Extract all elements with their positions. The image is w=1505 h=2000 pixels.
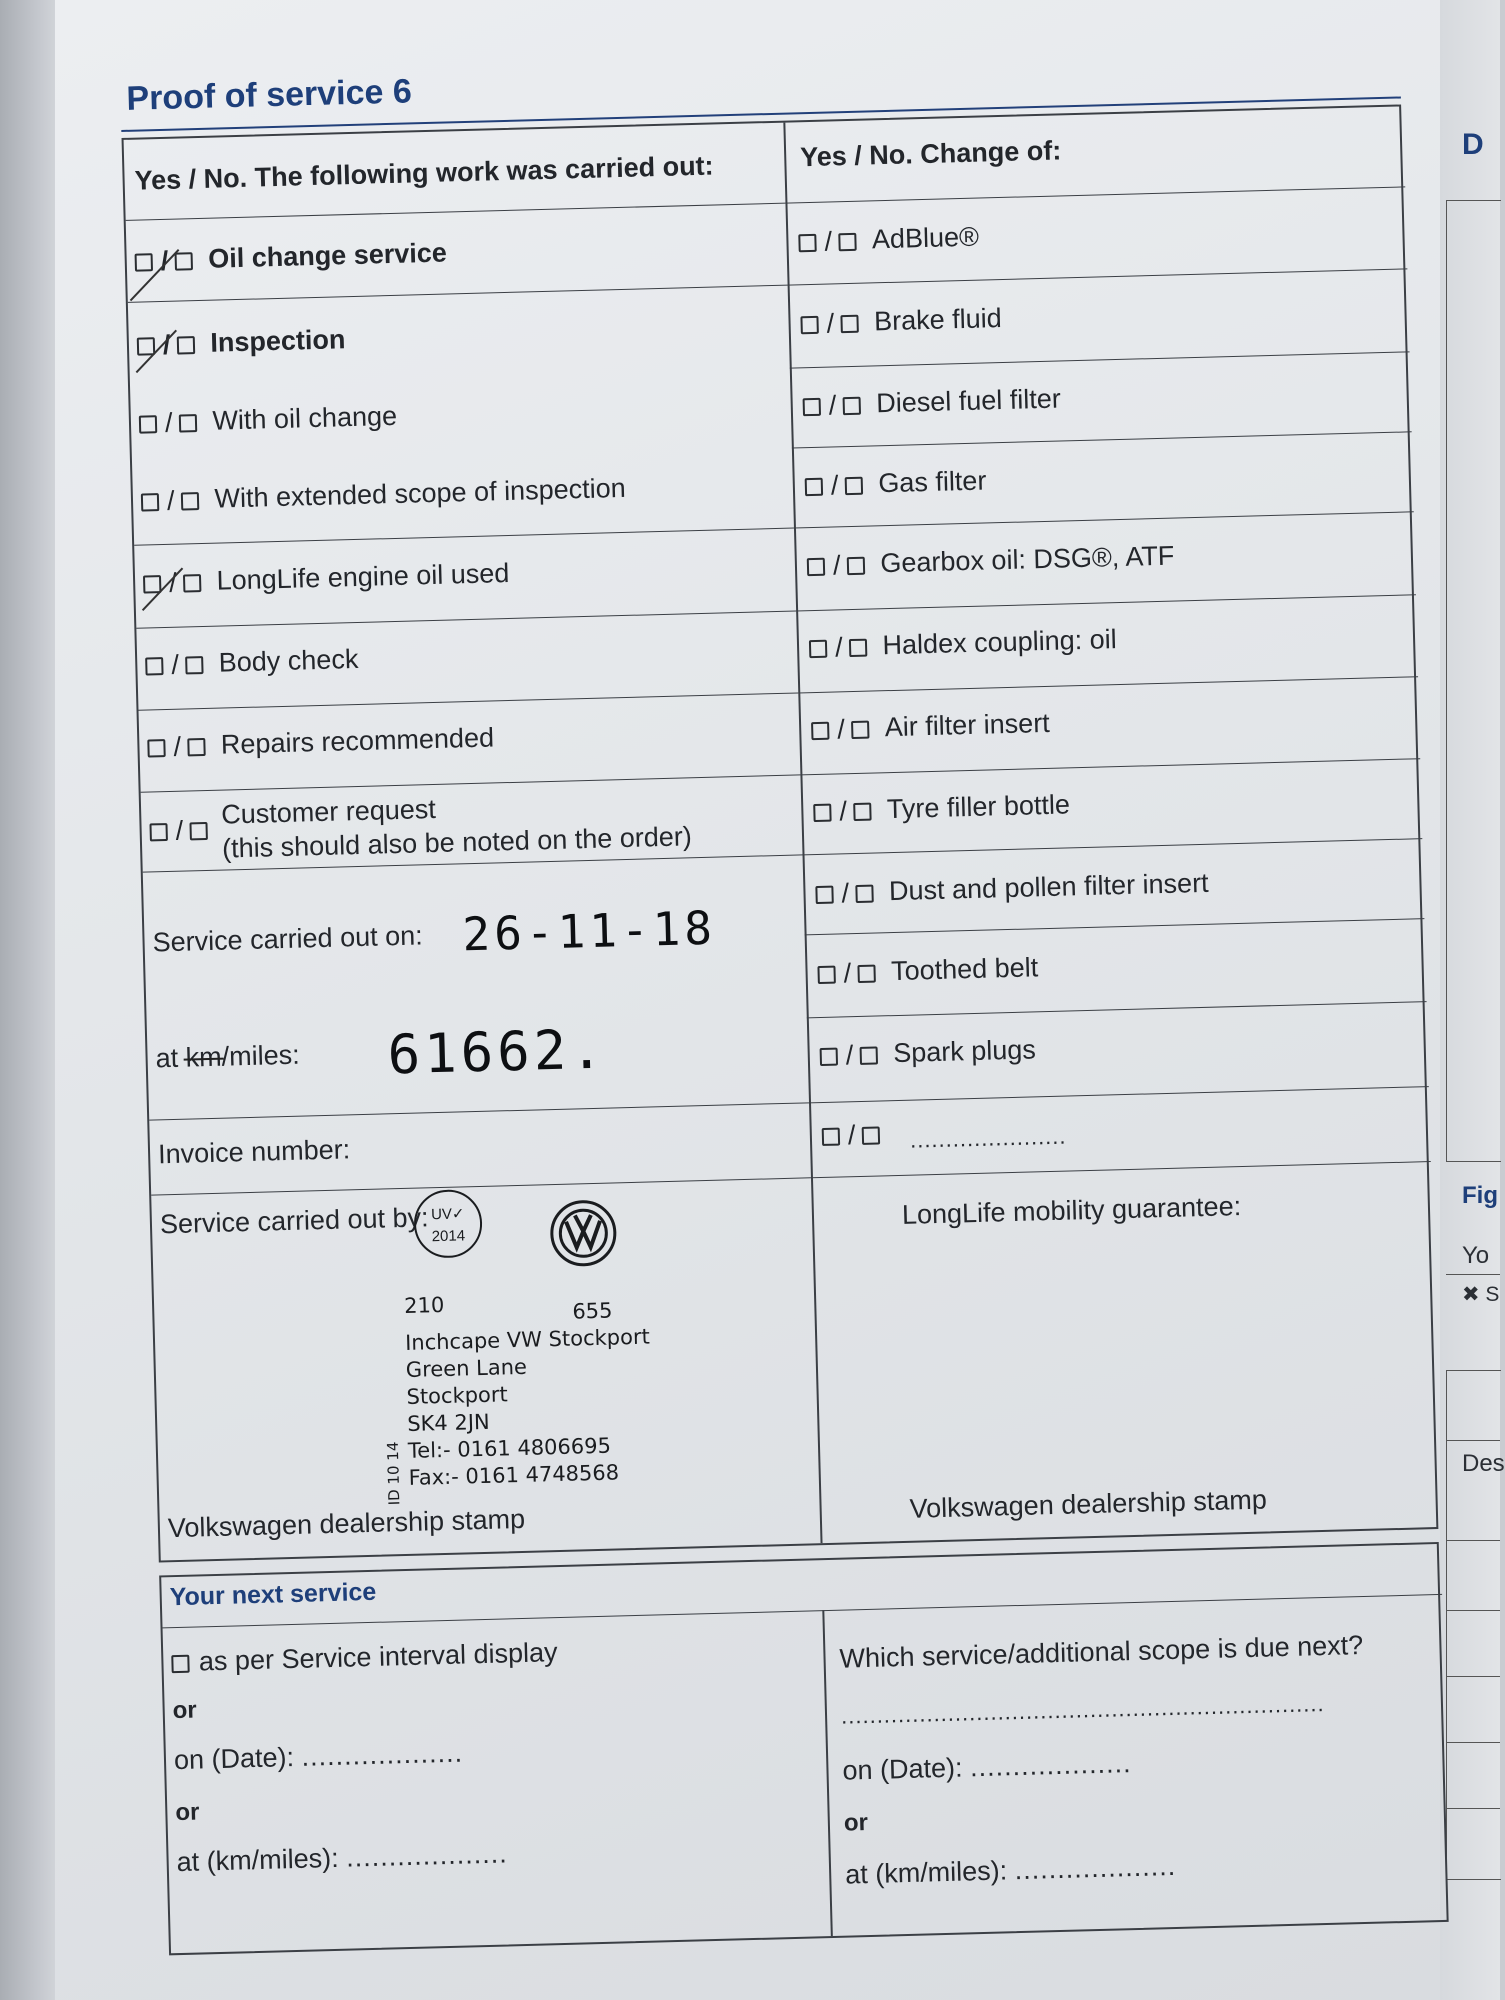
adjacent-page-note: ✖ S — [1462, 1283, 1500, 1306]
left-item-customer-request: / — [149, 814, 209, 848]
mileage-value[interactable]: 61662. — [386, 1017, 608, 1087]
service-date-value[interactable]: 26-11-18 — [461, 900, 717, 962]
interval-display-checkbox[interactable] — [171, 1655, 189, 1673]
item-label: Tyre filler bottle — [886, 789, 1071, 825]
no-checkbox[interactable] — [853, 802, 871, 820]
no-checkbox[interactable] — [859, 1046, 877, 1064]
adjacent-page-letter: D — [1462, 128, 1484, 161]
item-label: Repairs recommended — [220, 722, 495, 760]
no-checkbox[interactable] — [840, 315, 858, 333]
no-checkbox[interactable] — [857, 964, 875, 982]
adjacent-page-rule — [1446, 1274, 1500, 1275]
or-separator: or — [175, 1798, 200, 1827]
stamp-number-left: 210 — [403, 1292, 445, 1318]
no-checkbox[interactable] — [178, 414, 196, 432]
right-item-pollen-filter: / Dust and pollen filter insert — [815, 868, 1209, 911]
invoice-number-label: Invoice number: — [157, 1134, 351, 1170]
dealership-stamp-label-right: Volkswagen dealership stamp — [909, 1484, 1268, 1524]
no-checkbox[interactable] — [861, 1126, 879, 1144]
no-checkbox[interactable] — [189, 822, 207, 840]
item-label: Air filter insert — [884, 707, 1051, 743]
dealership-stamp-label-left: Volkswagen dealership stamp — [167, 1503, 526, 1544]
yes-checkbox[interactable] — [822, 1127, 840, 1145]
no-checkbox[interactable] — [187, 738, 205, 756]
item-label: Inspection — [210, 324, 346, 358]
right-item-gearbox-oil: / Gearbox oil: DSG®, ATF — [807, 541, 1175, 583]
interval-display-option — [171, 1637, 558, 1678]
right-item-haldex-oil: / Haldex coupling: oil — [809, 624, 1117, 664]
stamp-id: ID 10 14 — [383, 1441, 404, 1506]
no-checkbox[interactable] — [851, 721, 869, 739]
stamp-dealer-name: Inchcape VW Stockport — [404, 1324, 651, 1355]
yes-checkbox[interactable] — [800, 316, 818, 334]
stamp-number-right: 655 — [572, 1298, 613, 1324]
left-column-header: Yes / No. The following work was carried out: — [134, 150, 714, 196]
item-label: Spark plugs — [892, 1034, 1037, 1069]
no-checkbox[interactable] — [846, 557, 864, 575]
next-service-title: Your next service — [169, 1577, 377, 1612]
right-column-header: Yes / No. Change of: — [799, 135, 1062, 173]
due-next-dotted-line[interactable]: .................................................................... — [840, 1691, 1325, 1729]
left-item-inspection: / Inspection — [137, 324, 346, 362]
due-next-question: Which service/additional scope is due next? — [839, 1629, 1364, 1674]
left-item-longlife-oil: / LongLife engine oil used — [143, 558, 510, 600]
no-checkbox[interactable] — [185, 656, 203, 674]
no-checkbox[interactable] — [838, 233, 856, 251]
service-table — [122, 104, 1439, 1562]
interval-display-label: as per Service interval display — [198, 1637, 558, 1677]
next-date-field[interactable]: on (Date): ................... — [173, 1737, 464, 1776]
struck-unit: km — [185, 1041, 223, 1073]
item-label: LongLife engine oil used — [216, 557, 510, 596]
or-separator: or — [843, 1809, 869, 1837]
no-checkbox[interactable] — [176, 336, 194, 354]
item-label: With extended scope of inspection — [214, 472, 627, 514]
stamp-street: Green Lane — [405, 1354, 528, 1382]
stamp-town: Stockport — [406, 1382, 509, 1409]
customer-request-text — [221, 785, 692, 865]
item-label: Gas filter — [877, 465, 987, 499]
item-label: Gearbox oil: DSG®, ATF — [880, 540, 1175, 579]
right-item-blank: / — [821, 1118, 881, 1152]
stamp-postcode: SK4 2JN — [406, 1409, 490, 1436]
next-mileage-field[interactable]: at (km/miles): ................... — [176, 1838, 508, 1878]
adjacent-page-text: Yo — [1462, 1242, 1490, 1269]
right-item-tyre-filler: / Tyre filler bottle — [813, 789, 1070, 828]
yes-checkbox[interactable] — [139, 415, 157, 433]
item-label: Dust and pollen filter insert — [888, 867, 1209, 907]
right-item-spark-plugs: / Spark plugs — [819, 1034, 1036, 1072]
service-date-label: Service carried out on: — [152, 920, 424, 958]
no-checkbox[interactable] — [848, 639, 866, 657]
item-label: Oil change service — [207, 237, 448, 274]
no-checkbox[interactable] — [182, 574, 200, 592]
next-service-table — [159, 1542, 1449, 1955]
no-checkbox[interactable] — [844, 477, 862, 495]
yes-checkbox[interactable] — [807, 558, 825, 576]
right-item-brake-fluid: / Brake fluid — [800, 303, 1002, 341]
no-checkbox[interactable] — [855, 884, 873, 902]
due-next-date-field[interactable]: on (Date): ................... — [842, 1748, 1132, 1786]
left-item-repairs-recommended: / Repairs recommended — [147, 722, 494, 763]
left-item-extended-inspection: / With extended scope of inspection — [141, 473, 626, 518]
longlife-mobility-label: LongLife mobility guarantee: — [901, 1191, 1242, 1230]
item-label: AdBlue® — [871, 221, 980, 255]
due-next-mileage-field[interactable]: at (km/miles): ................... — [844, 1850, 1177, 1890]
yes-checkbox[interactable] — [809, 640, 827, 658]
yes-checkbox[interactable] — [817, 965, 835, 983]
mileage-label: at km/miles: — [155, 1039, 301, 1074]
yes-checkbox[interactable] — [803, 398, 821, 416]
right-item-toothed-belt: / Toothed belt — [817, 952, 1038, 990]
left-item-oil-change-service: / Oil change service — [134, 238, 447, 279]
yes-checkbox[interactable] — [815, 885, 833, 903]
customer-request-line1: Customer request — [220, 793, 437, 830]
page-title: Proof of service 6 — [125, 72, 413, 118]
right-item-diesel-filter: / Diesel fuel filter — [802, 383, 1061, 422]
item-label: Toothed belt — [890, 952, 1039, 987]
right-item-air-filter: / Air filter insert — [811, 708, 1050, 747]
left-item-with-oil-change: / With oil change — [139, 401, 398, 440]
stamp-tel: Tel:- 0161 4806695 — [407, 1433, 612, 1463]
item-label: Diesel fuel filter — [875, 383, 1062, 419]
yes-checkbox[interactable] — [805, 478, 823, 496]
item-label: Body check — [218, 643, 359, 678]
service-by-label: Service carried out by: — [159, 1202, 429, 1240]
stamp-fax: Fax:- 0161 4748568 — [408, 1460, 620, 1490]
blank-item-dotted-line[interactable]: ...................... — [909, 1123, 1067, 1153]
left-item-body-check: / Body check — [145, 644, 359, 682]
adjacent-page-figure-box — [1446, 200, 1501, 1162]
yes-checkbox[interactable] — [798, 234, 816, 252]
item-label: Brake fluid — [873, 303, 1003, 337]
or-separator: or — [172, 1696, 198, 1725]
yes-checkbox[interactable] — [811, 722, 829, 740]
adjacent-page-table-header: Des — [1462, 1450, 1505, 1477]
yes-checkbox[interactable] — [141, 493, 159, 511]
proof-of-service-form — [120, 46, 1459, 1969]
customer-request-line2: (this should also be noted on the order) — [221, 821, 693, 864]
right-item-adblue: / AdBlue® — [798, 222, 979, 259]
no-checkbox[interactable] — [174, 252, 192, 270]
yes-checkbox[interactable] — [149, 823, 167, 841]
right-item-gas-filter: / Gas filter — [804, 465, 986, 502]
binding-shadow — [0, 0, 60, 2000]
yes-checkbox[interactable] — [135, 253, 153, 271]
dealership-stamp — [404, 1287, 654, 1492]
vw-logo-icon — [549, 1199, 617, 1267]
yes-checkbox[interactable] — [145, 657, 163, 675]
yes-checkbox[interactable] — [813, 804, 831, 822]
yes-checkbox[interactable] — [820, 1047, 838, 1065]
yes-checkbox[interactable] — [147, 739, 165, 757]
uv-seal-stamp: UV✓ 2014 — [413, 1189, 483, 1259]
item-label: With oil change — [212, 400, 398, 436]
no-checkbox[interactable] — [180, 492, 198, 510]
adjacent-page-fig-label: Fig — [1462, 1182, 1498, 1209]
no-checkbox[interactable] — [842, 397, 860, 415]
item-label: Haldex coupling: oil — [882, 624, 1118, 661]
